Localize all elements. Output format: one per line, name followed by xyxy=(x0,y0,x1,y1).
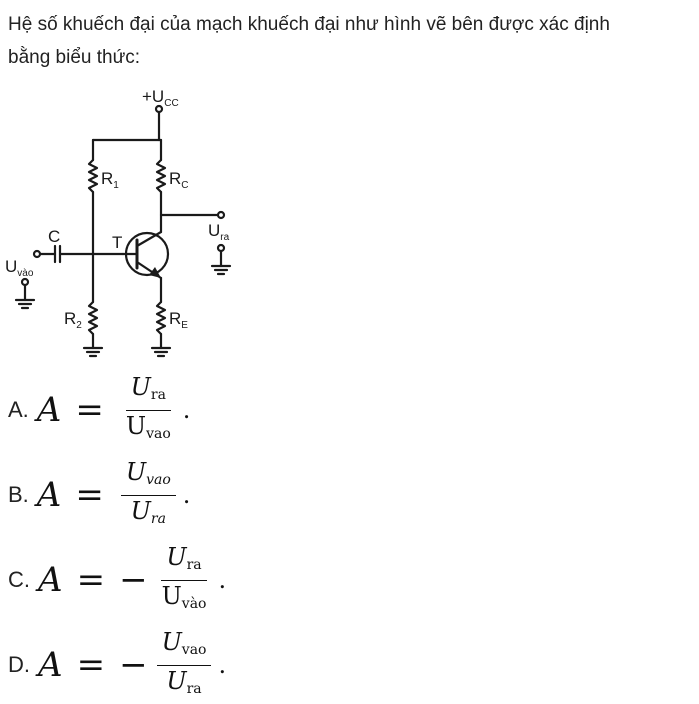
amplifier-circuit-diagram xyxy=(0,82,260,367)
output-terminal xyxy=(218,212,224,218)
numerator: $U_{vao}$ xyxy=(157,627,212,666)
option-formula xyxy=(37,372,191,449)
output-label-sub: ra xyxy=(220,232,230,243)
option-letter: D. xyxy=(8,652,30,677)
formula-lhs: A xyxy=(38,560,63,600)
fraction xyxy=(121,457,176,534)
numerator: $U_{ra}$ xyxy=(126,372,171,411)
re-label-sub: E xyxy=(181,320,188,331)
svg-text:RC xyxy=(169,169,189,191)
re-resistor xyxy=(157,302,165,334)
svg-text:RE xyxy=(169,309,188,331)
fraction xyxy=(157,542,212,619)
formula-minus: − xyxy=(119,560,148,600)
vcc-label: +U xyxy=(142,87,165,106)
formula-equals: = xyxy=(76,560,106,600)
option-letter: C. xyxy=(8,567,30,592)
input-label: U xyxy=(5,257,18,276)
option-formula xyxy=(38,627,226,704)
option-c[interactable] xyxy=(8,542,688,615)
capacitor-label: C xyxy=(48,227,61,246)
numerator: $U_{vao}$ xyxy=(121,457,176,496)
question-line-2: bằng biểu thức: xyxy=(8,47,141,68)
denominator: $U_{ra}$ xyxy=(166,666,202,697)
question-text xyxy=(8,8,696,74)
formula-equals: = xyxy=(75,475,104,515)
r2-resistor xyxy=(89,302,97,334)
transistor-label: T xyxy=(112,233,123,252)
svg-text:+UCC xyxy=(142,87,179,109)
question-line-1: Hệ số khuếch đại của mạch khuếch đại như hình vẽ bên được xác định xyxy=(8,14,610,35)
option-formula xyxy=(37,457,191,534)
r2-label: R xyxy=(64,309,77,328)
option-formula xyxy=(38,542,226,619)
numerator: $U_{ra}$ xyxy=(161,542,206,581)
rc-resistor xyxy=(157,160,165,192)
formula-lhs: A xyxy=(36,475,62,515)
re-label: R xyxy=(169,309,182,328)
formula-lhs: A xyxy=(36,390,62,430)
formula-end: . xyxy=(182,396,191,424)
option-letter: A. xyxy=(8,397,29,422)
option-b[interactable] xyxy=(8,457,688,530)
denominator: $U_{vao}$ xyxy=(125,411,171,442)
denominator: $U_{vào}$ xyxy=(161,581,207,612)
option-letter: B. xyxy=(8,482,29,507)
formula-end: . xyxy=(182,481,191,509)
svg-text:Ura xyxy=(208,221,230,243)
r1-label: R xyxy=(101,169,114,188)
rc-label: R xyxy=(169,169,182,188)
option-d[interactable] xyxy=(8,627,688,700)
r2-label-sub: 2 xyxy=(76,320,82,331)
svg-text:R2 xyxy=(64,309,82,331)
input-label-sub: vào xyxy=(17,268,34,279)
svg-text:Uvào xyxy=(5,257,34,279)
fraction xyxy=(157,627,212,704)
vcc-label-sub: CC xyxy=(164,98,179,109)
formula-lhs: A xyxy=(38,645,63,685)
formula-end: . xyxy=(218,566,227,594)
option-a[interactable] xyxy=(8,372,688,445)
formula-equals: = xyxy=(75,390,104,430)
formula-minus: − xyxy=(119,645,148,685)
denominator: $U_{ra}$ xyxy=(130,496,166,527)
r1-label-sub: 1 xyxy=(113,180,119,191)
rc-label-sub: C xyxy=(181,180,189,191)
formula-equals: = xyxy=(76,645,106,685)
fraction xyxy=(121,372,176,449)
svg-text:R1 xyxy=(101,169,119,191)
r1-resistor xyxy=(89,160,97,192)
output-label: U xyxy=(208,221,221,240)
formula-end: . xyxy=(218,651,227,679)
